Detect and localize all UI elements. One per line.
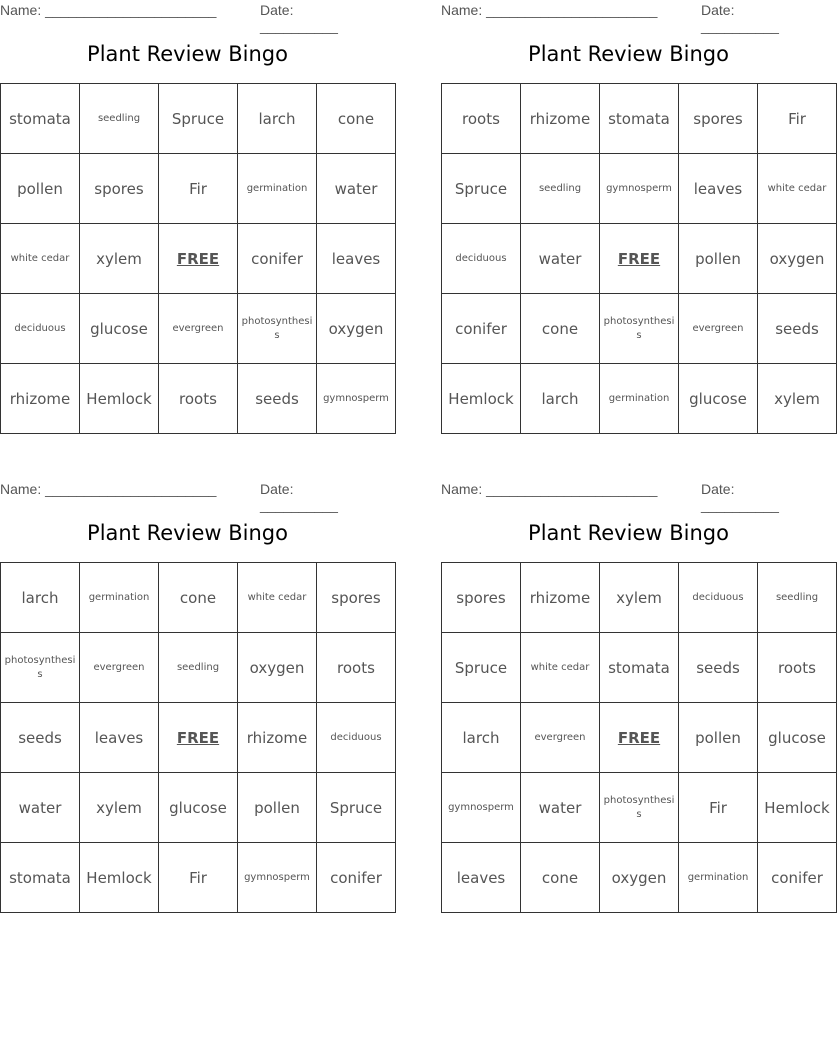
bingo-cell: water — [521, 224, 600, 294]
bingo-cell: white cedar — [758, 154, 837, 224]
bingo-cell: rhizome — [521, 563, 600, 633]
bingo-cell: Spruce — [442, 154, 521, 224]
bingo-cell: Spruce — [159, 84, 238, 154]
bingo-row — [442, 154, 837, 224]
bingo-cell: seeds — [238, 364, 317, 434]
date-field-label: Date: __________ — [701, 481, 779, 513]
bingo-cell: germination — [679, 843, 758, 913]
date-field-label: Date: __________ — [260, 481, 338, 513]
bingo-cell: Hemlock — [80, 364, 159, 434]
bingo-row — [1, 154, 396, 224]
bingo-grid — [0, 83, 396, 434]
bingo-cell: rhizome — [1, 364, 80, 434]
bingo-cell: xylem — [80, 224, 159, 294]
bingo-cell: white cedar — [1, 224, 80, 294]
bingo-row — [442, 703, 837, 773]
bingo-cell: seeds — [1, 703, 80, 773]
bingo-grid — [441, 83, 837, 434]
bingo-row — [442, 84, 837, 154]
bingo-cell: Spruce — [442, 633, 521, 703]
free-space-cell: FREE — [600, 703, 679, 773]
bingo-row — [1, 633, 396, 703]
bingo-cell: leaves — [679, 154, 758, 224]
bingo-cell: larch — [1, 563, 80, 633]
bingo-cell: leaves — [442, 843, 521, 913]
bingo-cell: cone — [521, 294, 600, 364]
bingo-cell: oxygen — [600, 843, 679, 913]
bingo-cell: pollen — [238, 773, 317, 843]
name-field-label: Name: ______________________ — [441, 481, 658, 497]
bingo-cell: deciduous — [1, 294, 80, 364]
bingo-row — [442, 364, 837, 434]
free-space-cell: FREE — [159, 224, 238, 294]
bingo-cell: white cedar — [521, 633, 600, 703]
bingo-row — [1, 773, 396, 843]
bingo-cell: leaves — [317, 224, 396, 294]
card-title: Plant Review Bingo — [87, 42, 288, 66]
bingo-cell: germination — [80, 563, 159, 633]
bingo-cell: conifer — [238, 224, 317, 294]
bingo-cell: xylem — [758, 364, 837, 434]
bingo-cell: roots — [758, 633, 837, 703]
bingo-cell: Hemlock — [80, 843, 159, 913]
bingo-row — [1, 563, 396, 633]
bingo-grid — [0, 562, 396, 913]
bingo-cell: larch — [521, 364, 600, 434]
bingo-cell: gymnosperm — [317, 364, 396, 434]
bingo-cell: evergreen — [521, 703, 600, 773]
date-field-label: Date: __________ — [260, 2, 338, 34]
bingo-row — [1, 364, 396, 434]
bingo-cell: seedling — [758, 563, 837, 633]
bingo-row — [442, 224, 837, 294]
bingo-row — [1, 843, 396, 913]
bingo-cell: glucose — [159, 773, 238, 843]
bingo-cell: stomata — [1, 84, 80, 154]
bingo-cell: pollen — [679, 224, 758, 294]
bingo-cell: roots — [159, 364, 238, 434]
bingo-cell: oxygen — [238, 633, 317, 703]
name-date-header — [0, 0, 375, 34]
bingo-cell: glucose — [758, 703, 837, 773]
bingo-row — [1, 84, 396, 154]
bingo-cell: glucose — [679, 364, 758, 434]
bingo-cell: deciduous — [679, 563, 758, 633]
name-field-label: Name: ______________________ — [441, 2, 658, 18]
bingo-cell: conifer — [317, 843, 396, 913]
bingo-cell: photosynthesis — [600, 294, 679, 364]
bingo-cell: oxygen — [317, 294, 396, 364]
date-field-label: Date: __________ — [701, 2, 779, 34]
card-title: Plant Review Bingo — [528, 42, 729, 66]
card-title: Plant Review Bingo — [528, 521, 729, 545]
bingo-cell: seedling — [521, 154, 600, 224]
bingo-cell: germination — [238, 154, 317, 224]
name-field-label: Name: ______________________ — [0, 481, 217, 497]
bingo-cell: Fir — [159, 843, 238, 913]
bingo-cell: rhizome — [521, 84, 600, 154]
bingo-cell: water — [521, 773, 600, 843]
name-date-header — [0, 479, 375, 513]
bingo-cell: white cedar — [238, 563, 317, 633]
bingo-cell: rhizome — [238, 703, 317, 773]
bingo-cell: xylem — [80, 773, 159, 843]
bingo-cell: gymnosperm — [600, 154, 679, 224]
bingo-cell: photosynthesis — [1, 633, 80, 703]
bingo-cell: seedling — [159, 633, 238, 703]
bingo-cell: evergreen — [679, 294, 758, 364]
bingo-cell: Fir — [679, 773, 758, 843]
bingo-cell: pollen — [679, 703, 758, 773]
bingo-cell: evergreen — [80, 633, 159, 703]
bingo-cell: Fir — [758, 84, 837, 154]
bingo-row — [442, 633, 837, 703]
bingo-cell: gymnosperm — [238, 843, 317, 913]
bingo-cell: deciduous — [442, 224, 521, 294]
bingo-row — [1, 703, 396, 773]
bingo-cell: roots — [317, 633, 396, 703]
bingo-row — [442, 843, 837, 913]
bingo-cell: Fir — [159, 154, 238, 224]
bingo-cell: cone — [159, 563, 238, 633]
bingo-row — [442, 563, 837, 633]
free-space-cell: FREE — [600, 224, 679, 294]
bingo-cell: photosynthesis — [238, 294, 317, 364]
bingo-cell: pollen — [1, 154, 80, 224]
bingo-row — [1, 224, 396, 294]
bingo-cell: cone — [521, 843, 600, 913]
bingo-cell: oxygen — [758, 224, 837, 294]
name-date-header — [441, 0, 816, 34]
bingo-cell: seedling — [80, 84, 159, 154]
bingo-cell: larch — [442, 703, 521, 773]
bingo-cell: Hemlock — [442, 364, 521, 434]
name-field-label: Name: ______________________ — [0, 2, 217, 18]
bingo-cell: water — [1, 773, 80, 843]
bingo-cell: glucose — [80, 294, 159, 364]
bingo-cell: Spruce — [317, 773, 396, 843]
bingo-cell: cone — [317, 84, 396, 154]
bingo-row — [1, 294, 396, 364]
bingo-cell: germination — [600, 364, 679, 434]
bingo-cell: stomata — [600, 84, 679, 154]
bingo-grid — [441, 562, 837, 913]
bingo-row — [442, 773, 837, 843]
bingo-cell: roots — [442, 84, 521, 154]
bingo-cell: evergreen — [159, 294, 238, 364]
bingo-cell: conifer — [442, 294, 521, 364]
bingo-cell: Hemlock — [758, 773, 837, 843]
bingo-cell: leaves — [80, 703, 159, 773]
bingo-cell: deciduous — [317, 703, 396, 773]
bingo-cell: photosynthesis — [600, 773, 679, 843]
bingo-cell: spores — [442, 563, 521, 633]
bingo-cell: spores — [679, 84, 758, 154]
bingo-cell: seeds — [758, 294, 837, 364]
bingo-cell: xylem — [600, 563, 679, 633]
bingo-cell: seeds — [679, 633, 758, 703]
bingo-cell: gymnosperm — [442, 773, 521, 843]
bingo-cell: spores — [317, 563, 396, 633]
bingo-cell: stomata — [600, 633, 679, 703]
bingo-cell: stomata — [1, 843, 80, 913]
bingo-cell: spores — [80, 154, 159, 224]
free-space-cell: FREE — [159, 703, 238, 773]
name-date-header — [441, 479, 816, 513]
bingo-cell: water — [317, 154, 396, 224]
bingo-row — [442, 294, 837, 364]
bingo-cell: conifer — [758, 843, 837, 913]
card-title: Plant Review Bingo — [87, 521, 288, 545]
bingo-cell: larch — [238, 84, 317, 154]
